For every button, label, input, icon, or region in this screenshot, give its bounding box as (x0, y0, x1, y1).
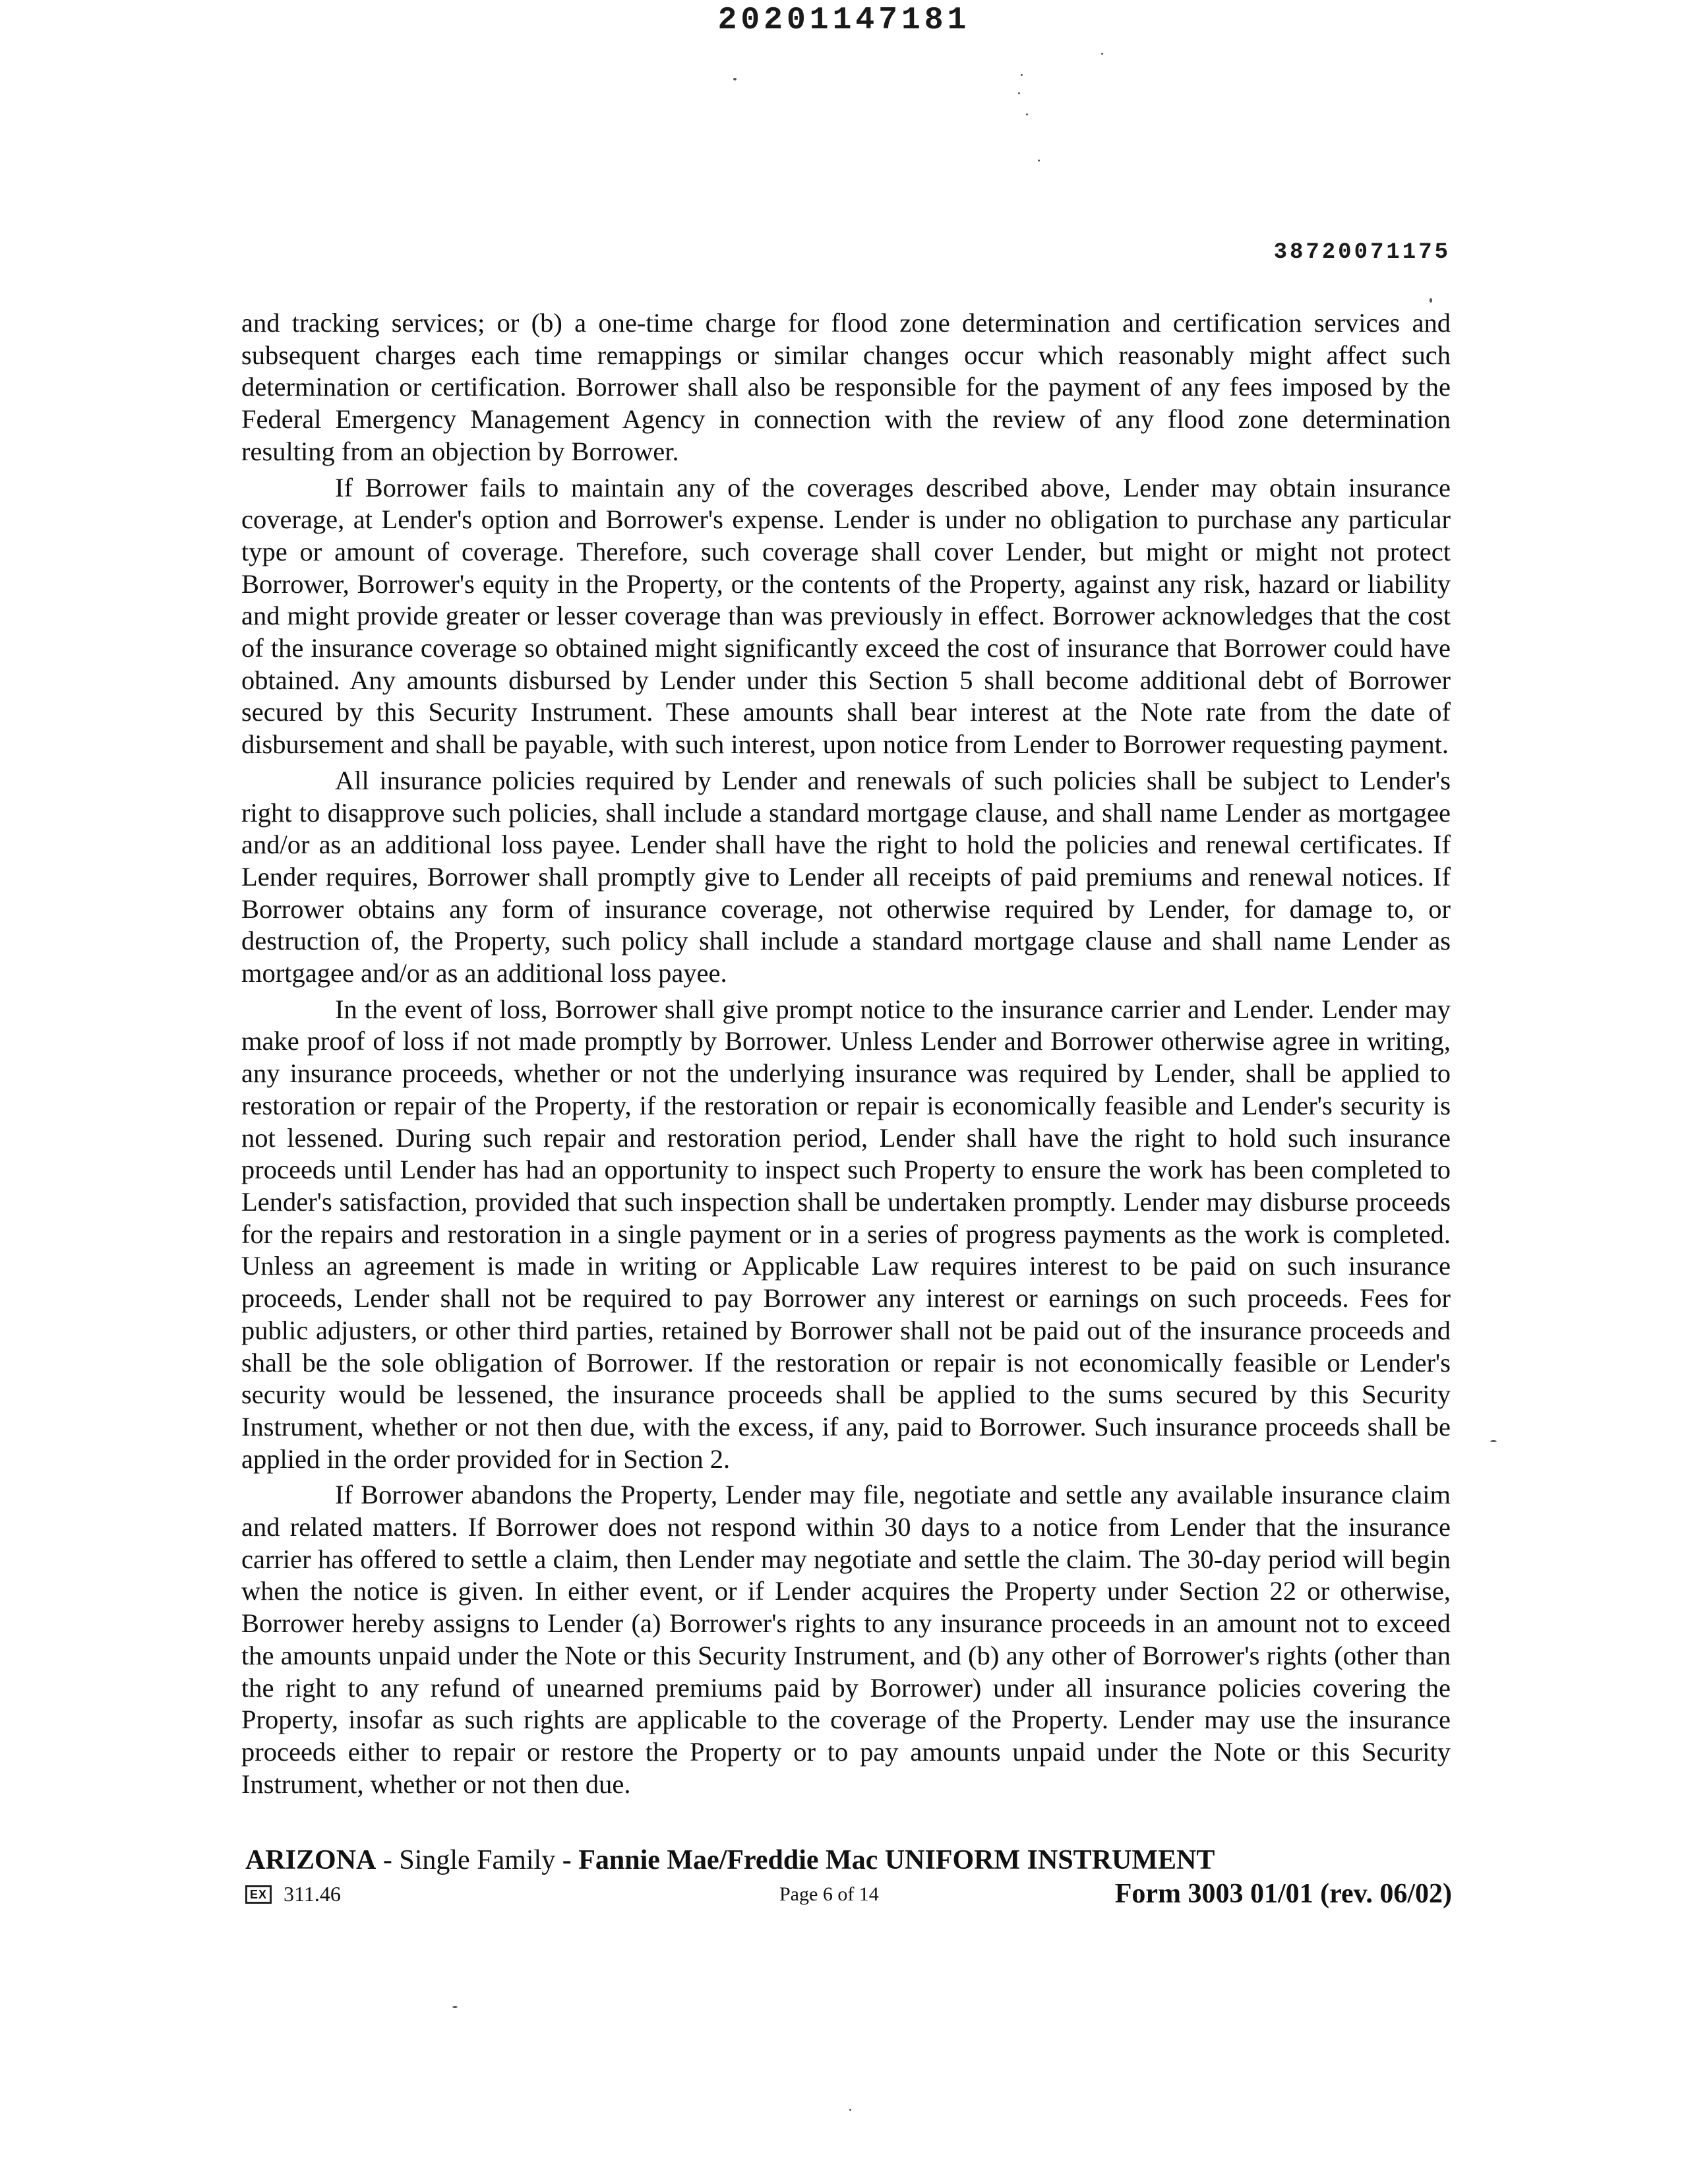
form-number: Form 3003 01/01 (rev. 06/02) (1114, 1879, 1452, 1909)
scan-speck (1026, 113, 1028, 115)
paragraph-insurance-policies: All insurance policies required by Lender and renewals of such policies shall be subject to Lender's right to disapprove such policies, shall include a standard mortgage clause, and shall name Lender as mortgagee and/or as an additional loss payee. Lender shall have the right to hold the policies and renewal certificates. If Lender requires, Borrower shall promptly give to Lender all receipts of paid premiums and renewal notices. If Borrower obtains any form of insurance coverage, not otherwise required by Lender, for damage to, or destruction of, the Property, such policy shall include a standard mortgage clause and shall name Lender as mortgagee and/or as an additional loss payee. (241, 765, 1451, 988)
paragraph-event-of-loss: In the event of loss, Borrower shall give prompt notice to the insurance carrier and Lender. Lender may make proof of loss if not made promptly by Borrower. Unless Lender and Borrower otherwise agree in writing, any insurance proceeds, whether or not the underlying insurance was required by Lender, shall be applied to restoration or repair of the Property, if the restoration or repair is economically feasible and Lender's security is not lessened. During such repair and restoration period, Lender shall have the right to hold such insurance proceeds until Lender has had an opportunity to inspect such Property to ensure the work has been completed to Lender's satisfaction, provided that such inspection shall be undertaken promptly. Lender may disburse proceeds for the repairs and restoration in a single payment or in a series of progress payments as the work is completed. Unless an agreement is made in writing or Applicable Law requires interest to be paid on such insurance proceeds, Lender shall not be required to pay Borrower any interest or earnings on such proceeds. Fees for public adjusters, or other third parties, retained by Borrower shall not be paid out of the insurance proceeds and shall be the sole obligation of Borrower. If the restoration or repair is not economically feasible or Lender's security would be lessened, the insurance proceeds shall be applied to the sums secured by this Security Instrument, whether or not then due, with the excess, if any, paid to Borrower. Such insurance proceeds shall be applied in the order provided for in Section 2. (241, 994, 1451, 1474)
scan-speck (1101, 53, 1103, 55)
footer-state: ARIZONA (245, 1845, 377, 1875)
footer-title: ARIZONA - Single Family - Fannie Mae/Freddie Mac UNIFORM INSTRUMENT (245, 1845, 1215, 1875)
loan-number: 38720071175 (1273, 240, 1451, 265)
paragraph-abandonment: If Borrower abandons the Property, Lender may file, negotiate and settle any available insurance claim and related matters. If Borrower does not respond within 30 days to a notice from Lender that the insurance carrier has offered to settle a claim, then Lender may negotiate and settle the claim. The 30-day period will begin when the notice is given. In either event, or if Lender acquires the Property under Section 22 or otherwise, Borrower hereby assigns to Lender (a) Borrower's rights to any insurance proceeds in an amount not to exceed the amounts unpaid under the Note or this Security Instrument, and (b) any other of Borrower's rights (other than the right to any refund of unearned premiums paid by Borrower) under all insurance policies covering the Property, insofar as such rights are applicable to the coverage of the Property. Lender may use the insurance proceeds either to repair or restore the Property or to pay amounts unpaid under the Note or this Security Instrument, whether or not then due. (241, 1480, 1451, 1799)
paragraph-lender-coverage: If Borrower fails to maintain any of the coverages described above, Lender may obtain insurance coverage, at Lender's option and Borrower's expense. Lender is under no obligation to purchase any particular type or amount of coverage. Therefore, such coverage shall cover Lender, but might or might not protect Borrower, Borrower's equity in the Property, or the contents of the Property, against any risk, hazard or liability and might provide greater or lesser coverage than was previously in effect. Borrower acknowledges that the cost of the insurance coverage so obtained might significantly exceed the cost of insurance that Borrower could have obtained. Any amounts disbursed by Lender under this Section 5 shall become additional debt of Borrower secured by this Security Instrument. These amounts shall bear interest at the Note rate from the date of disbursement and shall be payable, with such interest, upon notice from Lender to Borrower requesting payment. (241, 472, 1451, 760)
form-code-number: 311.46 (284, 1882, 341, 1906)
scan-speck (733, 78, 737, 80)
recording-number: 20201147181 (717, 3, 971, 38)
form-code (245, 1882, 341, 1906)
ex-badge: EX (245, 1885, 272, 1904)
scan-speck (1430, 298, 1432, 303)
paragraph-flood-fees: and tracking services; or (b) a one-time charge for flood zone determination and certification services and subsequent charges each time remappings or similar changes occur which reasonably might affect such determination or certification. Borrower shall also be responsible for the payment of any fees imposed by the Federal Emergency Management Agency in connection with the review of any flood zone determination resulting from an objection by Borrower. (241, 308, 1451, 466)
scan-speck (1021, 74, 1023, 76)
scan-speck (849, 2109, 851, 2111)
scan-speck (1490, 1440, 1497, 1442)
scan-speck (452, 2006, 458, 2008)
page-number: Page 6 of 14 (779, 1883, 879, 1905)
footer-instrument: Fannie Mae/Freddie Mac UNIFORM INSTRUMENT (578, 1845, 1215, 1875)
footer-family: Single Family (399, 1845, 556, 1875)
document-body (241, 307, 1451, 1800)
scan-speck (1038, 160, 1040, 162)
footer-details (245, 1878, 1452, 1912)
form-footer (245, 1844, 1452, 1912)
scan-speck (1018, 92, 1020, 94)
